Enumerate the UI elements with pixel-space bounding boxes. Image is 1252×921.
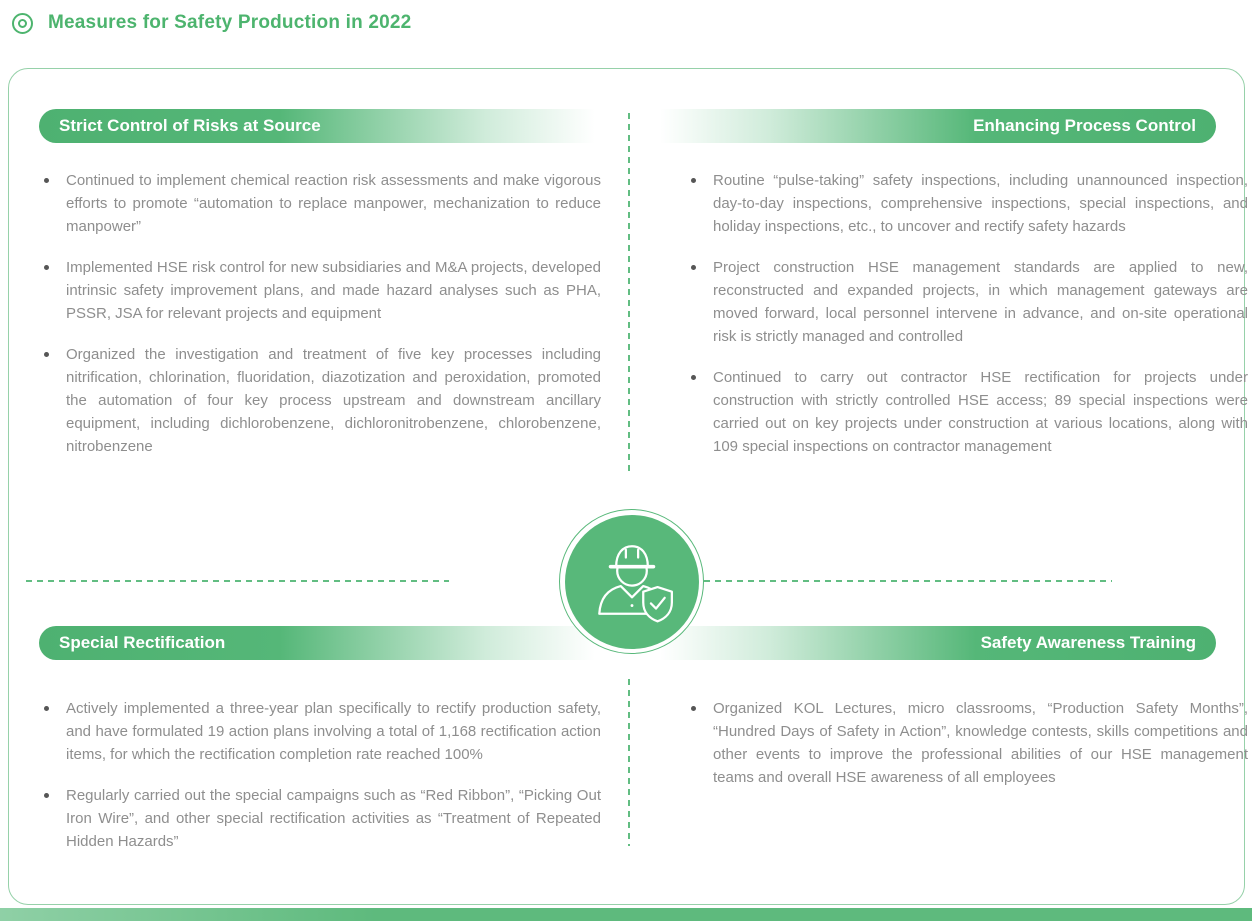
bullet-item: Continued to carry out contractor HSE rectification for projects under construction with strictly controlled HSE access; 89 special inspections were carried out on key projects under construction at various locations, along with 109 special inspections on contractor management bbox=[688, 366, 1248, 458]
bullet-list-process-control bbox=[688, 169, 1248, 476]
bullet-item: Regularly carried out the special campaigns such as “Red Ribbon”, “Picking Out Iron Wire”, and other special rectification activities as “Treatment of Repeated Hidden Hazards” bbox=[41, 784, 601, 853]
page-bottom-bar bbox=[0, 908, 1252, 921]
horizontal-dashed-divider-right bbox=[704, 580, 1112, 582]
page-title: Measures for Safety Production in 2022 bbox=[48, 12, 412, 33]
section-header-process-control: Enhancing Process Control bbox=[643, 109, 1216, 143]
bullet-item: Routine “pulse-taking” safety inspections, including unannounced inspection, day-to-day inspections, comprehensive inspections, special inspections, and holiday inspections, etc., to uncover and rectify safety hazards bbox=[688, 169, 1248, 238]
safety-badge-disc bbox=[565, 515, 699, 649]
measures-panel bbox=[8, 68, 1248, 905]
bullet-list-strict-control bbox=[41, 169, 601, 476]
section-header-special-rectification: Special Rectification bbox=[39, 626, 612, 660]
bullet-item: Implemented HSE risk control for new subsidiaries and M&A projects, developed intrinsic safety improvement plans, and made hazard analyses such as PHA, PSSR, JSA for relevant projects and equipment bbox=[41, 256, 601, 325]
bullet-list-special-rectification bbox=[41, 697, 601, 871]
safety-worker-shield-icon bbox=[586, 536, 678, 628]
bullet-item: Project construction HSE management standards are applied to new, reconstructed and expanded projects, in which management gateways are moved forward, local personnel intervene in advance, and on-site operational risk is strictly managed and controlled bbox=[688, 256, 1248, 348]
bullet-item: Continued to implement chemical reaction risk assessments and make vigorous efforts to promote “automation to replace manpower, mechanization to reduce manpower” bbox=[41, 169, 601, 238]
bullet-item: Organized KOL Lectures, micro classrooms, “Production Safety Months”, “Hundred Days of Safety in Action”, knowledge contests, skills competitions and other events to improve the professional abilities of our HSE management teams and overall HSE awareness of all employees bbox=[688, 697, 1248, 789]
section-heading bbox=[12, 12, 411, 34]
section-header-safety-training: Safety Awareness Training bbox=[643, 626, 1216, 660]
safety-badge bbox=[559, 509, 704, 654]
vertical-dashed-divider-bottom bbox=[628, 679, 630, 846]
target-circle-icon bbox=[12, 13, 33, 34]
bullet-item: Actively implemented a three-year plan specifically to rectify production safety, and have formulated 19 action plans involving a total of 1,168 rectification action items, for which the rectification completion rate reached 100% bbox=[41, 697, 601, 766]
bullet-list-safety-training bbox=[688, 697, 1248, 807]
vertical-dashed-divider-top bbox=[628, 113, 630, 471]
section-header-strict-control: Strict Control of Risks at Source bbox=[39, 109, 612, 143]
target-circle-inner-dot bbox=[18, 19, 27, 28]
horizontal-dashed-divider-left bbox=[26, 580, 449, 582]
bullet-item: Organized the investigation and treatment of five key processes including nitrification, chlorination, fluoridation, diazotization and peroxidation, promoted the automation of four key process upstream and downstream ancillary equipment, including dichlorobenzene, dichloronitrobenzene, chlorobenzene, nitrobenzene bbox=[41, 343, 601, 458]
